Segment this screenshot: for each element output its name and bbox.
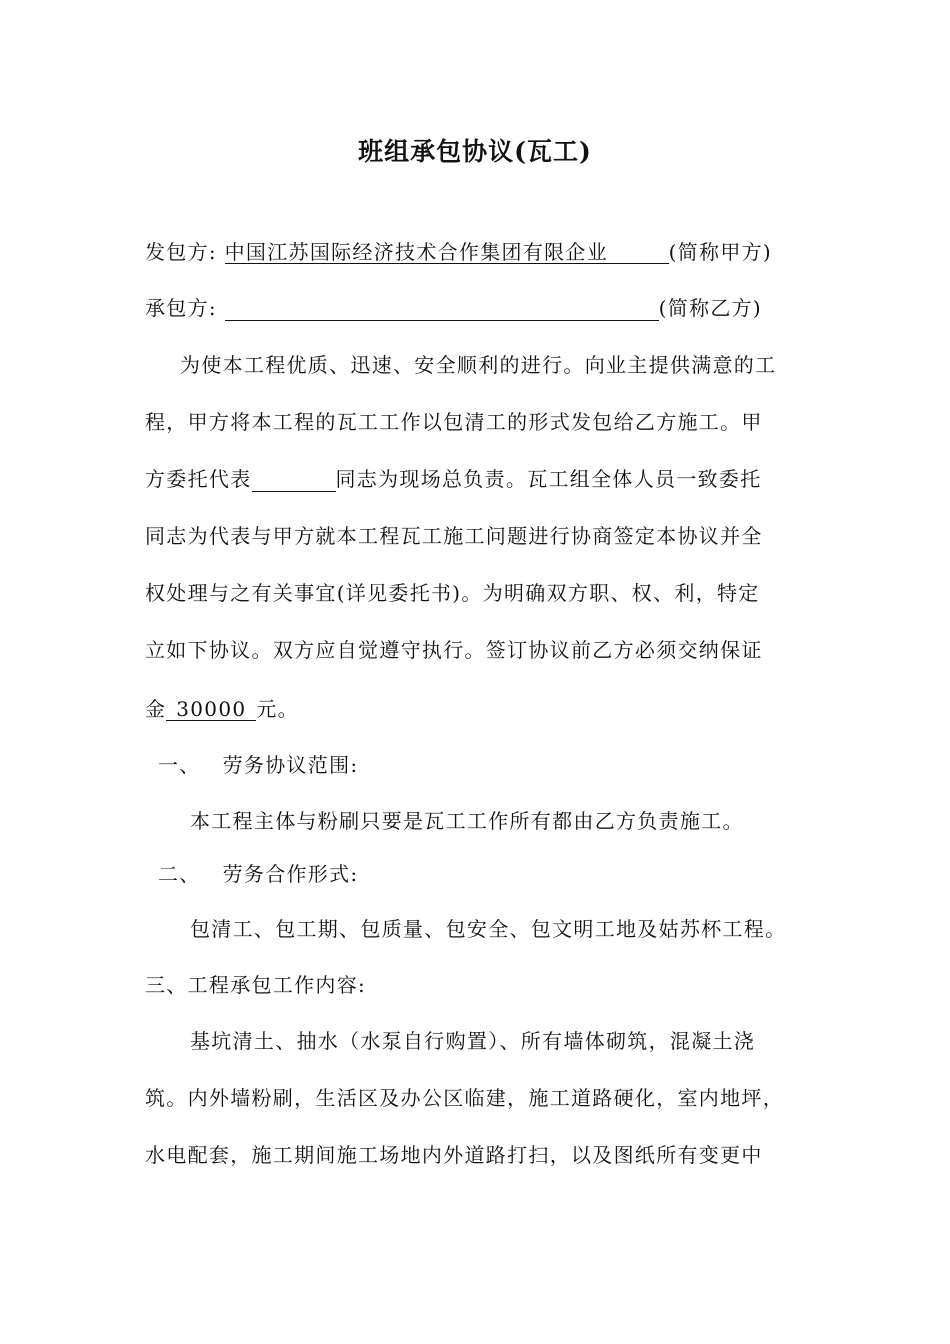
intro-line-7 <box>145 693 299 722</box>
intro-line-3-pre: 方委托代表 <box>145 467 252 491</box>
intro-line-1: 为使本工程优质、迅速、安全顺利的进行。向业主提供满意的工 <box>180 353 777 377</box>
party-b-line <box>145 292 762 321</box>
intro-line-5: 权处理与之有关事宜(详见委托书)。为明确双方职、权、利，特定 <box>145 581 760 605</box>
intro-line-3 <box>145 463 762 492</box>
section-1-number: 一、 <box>158 753 201 777</box>
section-3-line-2: 筑。内外墙粉刷，生活区及办公区临建，施工道路硬化，室内地坪， <box>145 1086 784 1110</box>
section-3-line-3: 水电配套，施工期间施工场地内外道路打扫，以及图纸所有变更中 <box>145 1143 763 1167</box>
section-2-body: 包清工、包工期、包质量、包安全、包文明工地及姑苏杯工程。 <box>190 917 787 941</box>
intro-line-2: 程，甲方将本工程的瓦工工作以包清工的形式发包给乙方施工。甲 <box>145 410 763 434</box>
representative-blank <box>252 469 336 492</box>
document-title: 班组承包协议(瓦工) <box>358 137 592 166</box>
party-a-value: 中国江苏国际经济技术合作集团有限企业 <box>225 241 669 264</box>
intro-line-7-post: 元。 <box>256 697 299 721</box>
section-1-title: 劳务协议范围: <box>222 753 359 777</box>
section-1-body: 本工程主体与粉刷只要是瓦工工作所有都由乙方负责施工。 <box>190 809 744 833</box>
section-3-line-1: 基坑清土、抽水（水泵自行购置）、所有墙体砌筑，混凝土浇 <box>190 1029 756 1053</box>
intro-line-3-post: 同志为现场总负责。瓦工组全体人员一致委托 <box>335 467 762 491</box>
intro-line-4: 同志为代表与甲方就本工程瓦工施工问题进行协商签定本协议并全 <box>145 524 763 548</box>
section-2-number: 二、 <box>158 862 201 886</box>
party-a-suffix: (简称甲方) <box>668 240 773 264</box>
section-2-title: 劳务合作形式: <box>222 862 359 886</box>
intro-line-7-pre: 金 <box>145 697 167 721</box>
section-3-heading: 三、工程承包工作内容: <box>145 973 367 997</box>
party-a-line <box>145 236 772 265</box>
party-b-suffix: (简称乙方) <box>658 296 763 320</box>
party-b-value <box>225 298 659 321</box>
section-2-heading <box>158 858 358 887</box>
party-a-label: 发包方: <box>145 240 217 264</box>
deposit-amount: 30000 <box>166 698 256 721</box>
section-1-heading <box>158 749 358 778</box>
party-b-label: 承包方: <box>145 296 217 320</box>
intro-line-6: 立如下协议。双方应自觉遵守执行。签订协议前乙方必须交纳保证 <box>145 638 763 662</box>
